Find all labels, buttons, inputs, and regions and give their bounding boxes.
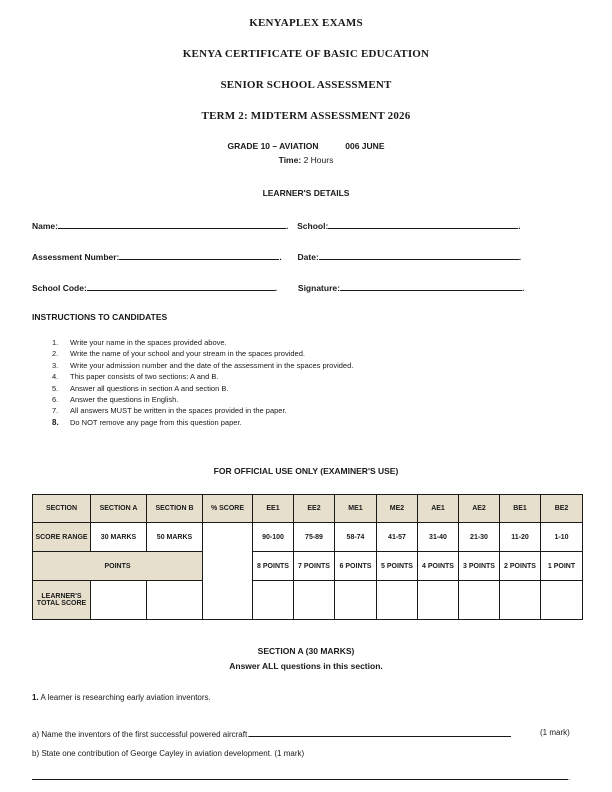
section-a-marks: 30 MARKS: [91, 523, 147, 552]
official-use-title: FOR OFFICIAL USE ONLY (EXAMINER'S USE): [213, 466, 399, 476]
grade-range-cell: 21-30: [459, 523, 500, 552]
school-label: School:: [297, 221, 329, 231]
grade-score-cell[interactable]: [377, 581, 418, 620]
grade-score-cell[interactable]: [335, 581, 377, 620]
learner-row-3: [32, 282, 524, 293]
score-range-label: SCORE RANGE: [33, 523, 91, 552]
learner-details-title: LEARNER'S DETAILS: [262, 188, 350, 198]
question-1b-answer: [32, 771, 570, 782]
assessment-terminator: .: [279, 252, 282, 262]
instruction-item: 8. Do NOT remove any page from this question paper.: [52, 417, 242, 427]
school-terminator: .: [518, 221, 521, 231]
instruction-item: 4. This paper consists of two sections: A and B.: [52, 372, 219, 382]
learner-row-1: [32, 220, 521, 231]
section-b-score-cell[interactable]: [147, 581, 203, 620]
instructions-list: [52, 337, 353, 428]
header-cell: SECTION A: [91, 495, 147, 523]
exam-body-title: KENYAPLEX EXAMS: [249, 17, 363, 29]
school-code-label: School Code:: [32, 283, 87, 293]
assessment-number-label: Assessment Number:: [32, 252, 120, 262]
grade-score-cell[interactable]: [418, 581, 459, 620]
name-label: Name:: [32, 221, 58, 231]
instruction-item: 5. Answer all questions in section A and section B.: [52, 383, 229, 393]
grade-line: [0, 141, 612, 151]
question-1: [32, 693, 211, 702]
learner-row-2: [32, 251, 521, 262]
time-label: Time:: [278, 155, 302, 165]
header-cell: EE1: [253, 495, 294, 523]
date-label: Date:: [297, 252, 319, 262]
header-cell: AE2: [459, 495, 500, 523]
instruction-item: 1. Write your name in the spaces provided above.: [52, 338, 227, 347]
signature-field[interactable]: [340, 282, 525, 293]
header-cell: % SCORE: [203, 495, 253, 523]
points-cell: 6 POINTS: [335, 552, 377, 581]
header-cell: EE2: [294, 495, 335, 523]
grade-range-cell: 1-10: [541, 523, 583, 552]
section-a-subtitle: Answer ALL questions in this section.: [229, 661, 383, 671]
assessment-level: SENIOR SCHOOL ASSESSMENT: [220, 79, 392, 91]
instruction-item: 2. Write the name of your school and your stream in the spaces provided.: [52, 349, 305, 359]
section-a-title: SECTION A (30 MARKS): [257, 646, 355, 656]
instruction-item: 7. All answers MUST be written in the spaces provided in the paper.: [52, 406, 287, 416]
points-cell: 8 POINTS: [253, 552, 294, 581]
instruction-item: 6. Answer the questions in English.: [52, 395, 179, 405]
official-score-table: [32, 494, 583, 620]
date-terminator: .: [518, 252, 522, 262]
school-code-field[interactable]: [87, 282, 278, 293]
grade-score-cell[interactable]: [541, 581, 583, 620]
grade-range-cell: 41-57: [377, 523, 418, 552]
date-field[interactable]: [319, 251, 522, 262]
name-field[interactable]: [58, 220, 289, 231]
signature-label: Signature:: [297, 283, 340, 293]
header-cell: BE1: [500, 495, 541, 523]
score-range-row: [33, 523, 583, 552]
points-cell: 4 POINTS: [418, 552, 459, 581]
grade-range-cell: 90-100: [253, 523, 294, 552]
school-field[interactable]: [328, 220, 521, 231]
points-cell: 7 POINTS: [294, 552, 335, 581]
total-score-label: LEARNER'S TOTAL SCORE: [33, 581, 91, 620]
points-label: POINTS: [33, 552, 203, 581]
question-number: 1.: [32, 693, 39, 702]
question-1a-marks: (1 mark): [540, 728, 570, 737]
grade-score-cell[interactable]: [294, 581, 335, 620]
header-cell: AE1: [418, 495, 459, 523]
points-cell: 2 POINTS: [500, 552, 541, 581]
header-cell: ME2: [377, 495, 418, 523]
certificate-title: KENYA CERTIFICATE OF BASIC EDUCATION: [182, 48, 430, 60]
term-title: TERM 2: MIDTERM ASSESSMENT 2026: [201, 110, 411, 122]
time-line: [0, 155, 612, 165]
assessment-number-field[interactable]: [119, 251, 282, 262]
question-1-text: A learner is researching early aviation inventors.: [40, 693, 211, 702]
grade-score-cell[interactable]: [500, 581, 541, 620]
points-cell: 1 POINT: [541, 552, 583, 581]
question-1a: [32, 728, 511, 739]
header-cell: SECTION B: [147, 495, 203, 523]
percent-score-cell[interactable]: [203, 523, 253, 620]
question-1a-answer-line[interactable]: [249, 728, 511, 737]
grade-range-cell: 58-74: [335, 523, 377, 552]
grade-score-cell[interactable]: [253, 581, 294, 620]
grade-range-cell: 75-89: [294, 523, 335, 552]
grade-range-cell: 11-20: [500, 523, 541, 552]
section-b-marks: 50 MARKS: [147, 523, 203, 552]
instruction-item: 3. Write your admission number and the date of the assessment in the spaces provided.: [52, 360, 354, 370]
header-cell: SECTION: [33, 495, 91, 523]
total-score-row: [33, 581, 583, 620]
points-cell: 3 POINTS: [459, 552, 500, 581]
time-value: 2 Hours: [303, 155, 334, 165]
signature-terminator: .: [521, 283, 525, 293]
question-1b-terminator: .: [568, 773, 571, 782]
table-header-row: [33, 495, 583, 523]
section-a-score-cell[interactable]: [91, 581, 147, 620]
question-1a-text: a) Name the inventors of the first successful powered aircraft.: [32, 730, 250, 739]
instructions-title: INSTRUCTIONS TO CANDIDATES: [32, 312, 168, 322]
question-1b-answer-line[interactable]: [32, 771, 571, 782]
grade-score-cell[interactable]: [459, 581, 500, 620]
grade-range-cell: 31-40: [418, 523, 459, 552]
exam-date-code: 006 JUNE: [345, 141, 385, 151]
school-code-terminator: .: [274, 283, 278, 293]
points-cell: 5 POINTS: [377, 552, 418, 581]
grade-subject: GRADE 10 – AVIATION: [227, 141, 319, 151]
points-row: [33, 552, 583, 581]
question-1b: b) State one contribution of George Cayley in aviation development. (1 mark): [32, 749, 305, 758]
header-cell: BE2: [541, 495, 583, 523]
name-terminator: .: [285, 221, 289, 231]
header-cell: ME1: [335, 495, 377, 523]
